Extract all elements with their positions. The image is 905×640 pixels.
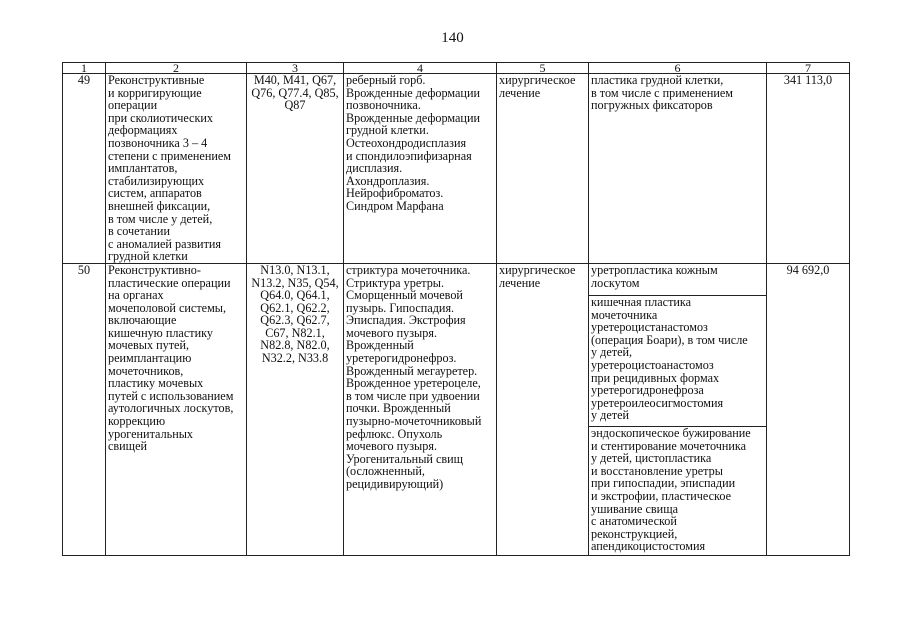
text-line: погружных фиксаторов	[591, 98, 713, 113]
text-line: Реконструктивные	[108, 73, 205, 87]
text-line: степени с применением	[108, 148, 231, 163]
method-block	[589, 74, 766, 116]
text-line: стабилизирующих	[108, 173, 205, 188]
text-line: стриктура мочеточника.	[346, 262, 471, 277]
text-line: N32.2, N33.8	[261, 351, 329, 366]
services-table	[62, 62, 850, 556]
text-line: уретерогидронефроз.	[346, 351, 457, 366]
text-line: у детей	[591, 408, 630, 423]
text-line: Q76, Q77.4, Q85,	[251, 85, 339, 100]
text-line: грудной клетки.	[346, 123, 429, 138]
text-line: лечение	[499, 275, 541, 290]
text-line: реберный горб.	[346, 73, 426, 87]
text-line: Q87	[284, 98, 306, 113]
text-line: уретероилеосигмостомия	[591, 395, 724, 410]
text-line: Синдром Марфана	[346, 198, 444, 213]
text-line: у детей, цистопластика	[591, 451, 712, 466]
text-line: (операция Боари), в том числе	[591, 332, 748, 347]
text-line: хирургическое	[499, 73, 576, 87]
column-number: 2	[106, 63, 247, 74]
text-line: дисплазия.	[346, 161, 403, 176]
text-line: мочеточника	[591, 307, 658, 322]
text-line: Врожденное уретероцеле,	[346, 376, 481, 391]
text-line: уретропластика кожным	[591, 262, 718, 277]
column-number: 7	[767, 63, 850, 74]
column-number-row	[63, 63, 850, 74]
text-line: пластику мочевых	[108, 376, 204, 391]
text-line: мочеточников,	[108, 363, 184, 378]
procedure-name-cell	[106, 263, 247, 555]
treatment-methods-cell	[589, 263, 767, 555]
table-row	[63, 74, 850, 264]
method-block	[589, 426, 766, 555]
text-line: пузырь. Гипоспадия.	[346, 300, 455, 315]
text-line: при сколиотических	[108, 110, 214, 125]
text-line: Стриктура уретры.	[346, 275, 445, 290]
text-line: имплантатов,	[108, 161, 178, 176]
text-line: кишечная пластика	[591, 295, 692, 310]
text-line: и восстановление уретры	[591, 463, 723, 478]
text-line: в том числе у детей,	[108, 211, 213, 226]
text-line: и корригирующие	[108, 85, 202, 100]
text-line: при гипоспадии, эписпадии	[591, 476, 736, 491]
text-line: Q62.3, Q62.7,	[260, 313, 330, 328]
text-line: Ахондроплазия.	[346, 173, 430, 188]
text-line: почки. Врожденный	[346, 401, 451, 416]
text-line: у детей,	[591, 345, 633, 360]
icd-codes-cell	[247, 74, 344, 264]
text-line: позвоночника.	[346, 98, 421, 113]
column-number: 6	[589, 63, 767, 74]
text-line: Реконструктивно-	[108, 262, 201, 277]
text-line: мочевого пузыря.	[346, 439, 437, 454]
text-line: реимплантацию	[108, 351, 192, 366]
procedure-name-cell	[106, 74, 247, 264]
text-line: мочеполовой системы,	[108, 300, 227, 315]
row-number: 49	[63, 74, 106, 264]
text-line: включающие	[108, 313, 177, 328]
text-line: при рецидивных формах	[591, 370, 720, 385]
treatment-type-cell	[497, 263, 589, 555]
text-line: Врожденный мегауретер.	[346, 363, 478, 378]
column-number: 4	[344, 63, 497, 74]
text-line: Эписпадия. Экстрофия	[346, 313, 466, 328]
text-line: апендикоцистостомия	[591, 539, 706, 554]
treatment-type-cell	[497, 74, 589, 264]
text-line: Q62.1, Q62.2,	[260, 300, 330, 315]
text-line: C67, N82.1,	[265, 325, 325, 340]
text-line: M40, M41, Q67,	[253, 73, 337, 87]
text-line: ушивание свища	[591, 501, 678, 516]
text-line: уретероцистоанастомоз	[591, 358, 714, 373]
text-line: Q64.0, Q64.1,	[260, 288, 330, 303]
text-line: систем, аппаратов	[108, 186, 202, 201]
text-line: N82.8, N82.0,	[260, 338, 330, 353]
cost-cell: 341 113,0	[767, 74, 850, 264]
text-line: мочевого пузыря.	[346, 325, 437, 340]
text-line: рефлюкс. Опухоль	[346, 426, 443, 441]
column-number: 1	[63, 63, 106, 74]
text-line: мочевых путей,	[108, 338, 190, 353]
text-line: позвоночника 3 – 4	[108, 135, 208, 150]
text-line: лечение	[499, 85, 541, 100]
text-line: N13.0, N13.1,	[260, 262, 330, 277]
method-block	[589, 264, 766, 293]
text-line: N13.2, N35, Q54,	[251, 275, 339, 290]
treatment-methods-cell	[589, 74, 767, 264]
text-line: Урогенитальный свищ	[346, 451, 464, 466]
text-line: лоскутом	[591, 275, 640, 290]
text-line: с анатомической	[591, 514, 677, 529]
text-line: и стентирование мочеточника	[591, 438, 747, 453]
text-line: операции	[108, 98, 158, 113]
patient-model-cell	[344, 263, 497, 555]
method-block	[589, 295, 766, 424]
text-line: Остеохондродисплазия	[346, 135, 467, 150]
text-line: пластика грудной клетки,	[591, 73, 724, 87]
text-line: (осложненный,	[346, 464, 425, 479]
text-line: рецидивирующий)	[346, 477, 444, 491]
text-line: в том числе при удвоении	[346, 388, 480, 403]
text-line: коррекцию	[108, 414, 166, 429]
text-line: Нейрофиброматоз.	[346, 186, 444, 201]
text-line: и экстрофии, пластическое	[591, 489, 732, 503]
text-line: в том числе с применением	[591, 85, 734, 100]
table-row	[63, 263, 850, 555]
text-line: Сморщенный мочевой	[346, 288, 463, 303]
text-line: уретероцистанастомоз	[591, 320, 708, 335]
text-line: Врожденные деформации	[346, 110, 480, 125]
text-line: пузырно-мочеточниковый	[346, 414, 482, 429]
text-line: кишечную пластику	[108, 325, 213, 340]
text-line: грудной клетки	[108, 249, 188, 264]
text-line: внешней фиксации,	[108, 198, 211, 213]
text-line: хирургическое	[499, 262, 576, 277]
row-number: 50	[63, 263, 106, 555]
patient-model-cell	[344, 74, 497, 264]
text-line: аутологичных лоскутов,	[108, 401, 234, 416]
text-line: путей с использованием	[108, 388, 234, 403]
text-line: урогенитальных	[108, 426, 194, 441]
text-line: в сочетании	[108, 224, 170, 239]
page-number: 140	[441, 30, 464, 46]
icd-codes-cell	[247, 263, 344, 555]
text-line: уретерогидронефроза	[591, 383, 704, 398]
column-number: 5	[497, 63, 589, 74]
text-line: свищей	[108, 439, 148, 454]
text-line: реконструкцией,	[591, 526, 678, 541]
text-line: эндоскопическое бужирование	[591, 426, 751, 441]
text-line: и спондилоэпифизарная	[346, 148, 472, 163]
text-line: с аномалией развития	[108, 236, 222, 251]
text-line: на органах	[108, 288, 164, 303]
text-line: пластические операции	[108, 275, 231, 290]
column-number: 3	[247, 63, 344, 74]
cost-cell: 94 692,0	[767, 263, 850, 555]
text-line: Врожденные деформации	[346, 85, 480, 100]
text-line: деформациях	[108, 123, 178, 138]
text-line: Врожденный	[346, 338, 414, 353]
